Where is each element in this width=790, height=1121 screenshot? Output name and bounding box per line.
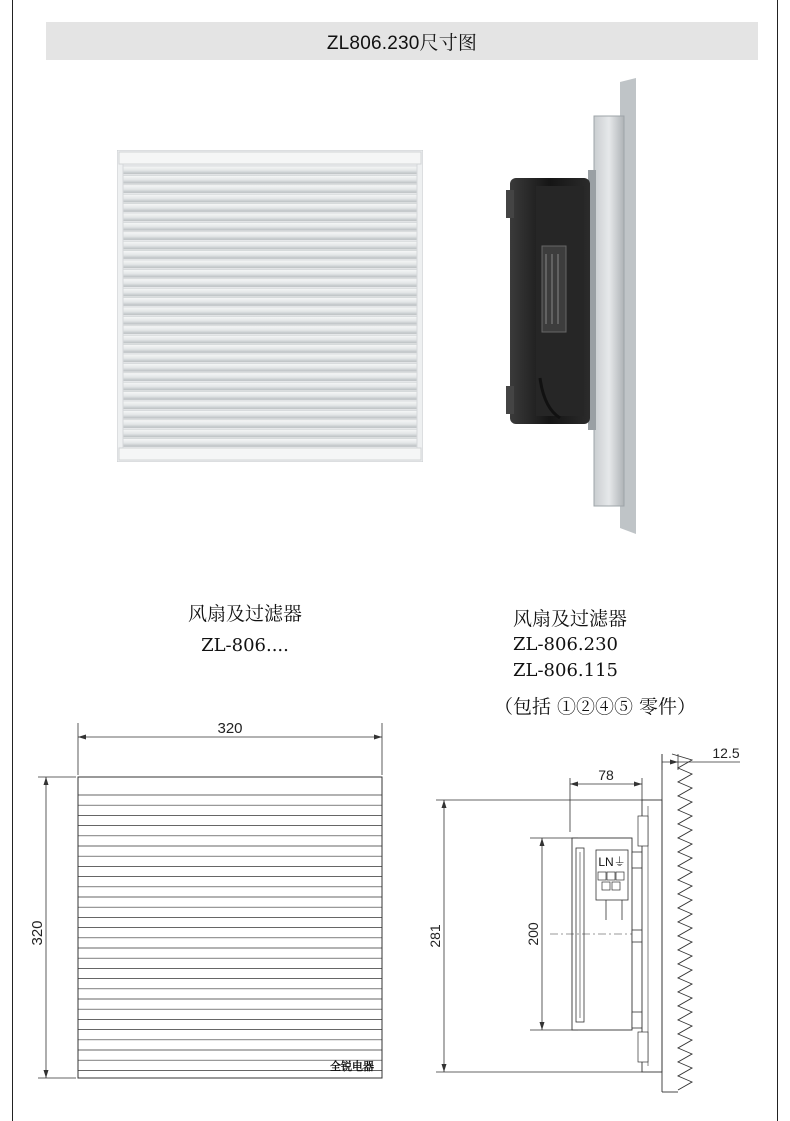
front-drawing <box>20 715 400 1090</box>
grille-slat <box>123 241 417 249</box>
grille-slat <box>123 335 417 343</box>
fan-side-photo <box>500 78 650 534</box>
left-edge-line <box>12 0 13 1121</box>
width-dimension-label: 320 <box>217 720 243 737</box>
depth-dimension-label: 78 <box>598 767 614 783</box>
grille-slat <box>123 401 417 409</box>
grille-slat <box>123 222 417 230</box>
grille-slat <box>123 279 417 287</box>
filter-front-photo <box>117 150 423 462</box>
grille-slat <box>123 204 417 212</box>
parts-note: （包括 ①②④⑤ 零件） <box>493 696 697 718</box>
right-edge-line <box>777 0 778 1121</box>
grille-slat <box>123 166 417 174</box>
left-product-model: ZL-806.... <box>201 635 289 656</box>
grille-slat <box>123 363 417 371</box>
grille-slat <box>123 288 417 296</box>
grille-slat <box>123 307 417 315</box>
brand-label: 全锐电器 <box>330 1061 374 1073</box>
right-product-name: 风扇及过滤器 <box>513 608 628 630</box>
right-product-model-2: ZL-806.115 <box>513 660 618 681</box>
grille-slat <box>123 269 417 277</box>
grille-slat <box>123 326 417 334</box>
grille-slat <box>123 354 417 362</box>
height-dimension-label-side: 281 <box>427 924 443 948</box>
side-drawing <box>410 740 755 1100</box>
grille-slat <box>123 232 417 240</box>
right-caption <box>485 606 713 684</box>
page-title: ZL806.230尺寸图 <box>326 32 478 54</box>
grille-slat <box>123 373 417 381</box>
grille-slat <box>123 185 417 193</box>
left-product-name: 风扇及过滤器 <box>187 603 302 625</box>
grille-slat <box>123 345 417 353</box>
grille-slat <box>123 298 417 306</box>
grille-slat <box>123 382 417 390</box>
grille-slat <box>123 429 417 437</box>
grille-slat <box>123 392 417 400</box>
grille-slat <box>123 213 417 221</box>
grille-slat <box>123 251 417 259</box>
grille-slat <box>123 410 417 418</box>
left-caption <box>140 601 350 659</box>
fan-dimension-label: 200 <box>525 922 541 946</box>
grille-slat <box>123 420 417 428</box>
grille-slat <box>123 175 417 183</box>
grille-slat <box>123 316 417 324</box>
height-dimension-label: 320 <box>29 920 46 946</box>
right-product-model-1: ZL-806.230 <box>513 634 618 655</box>
frame-dimension-label: 12.5 <box>712 745 740 761</box>
grille-slat <box>123 439 417 447</box>
grille-slat <box>123 260 417 268</box>
terminal-label: LN⏚ <box>598 855 626 869</box>
title-bar <box>46 22 758 60</box>
grille-slat <box>123 194 417 202</box>
